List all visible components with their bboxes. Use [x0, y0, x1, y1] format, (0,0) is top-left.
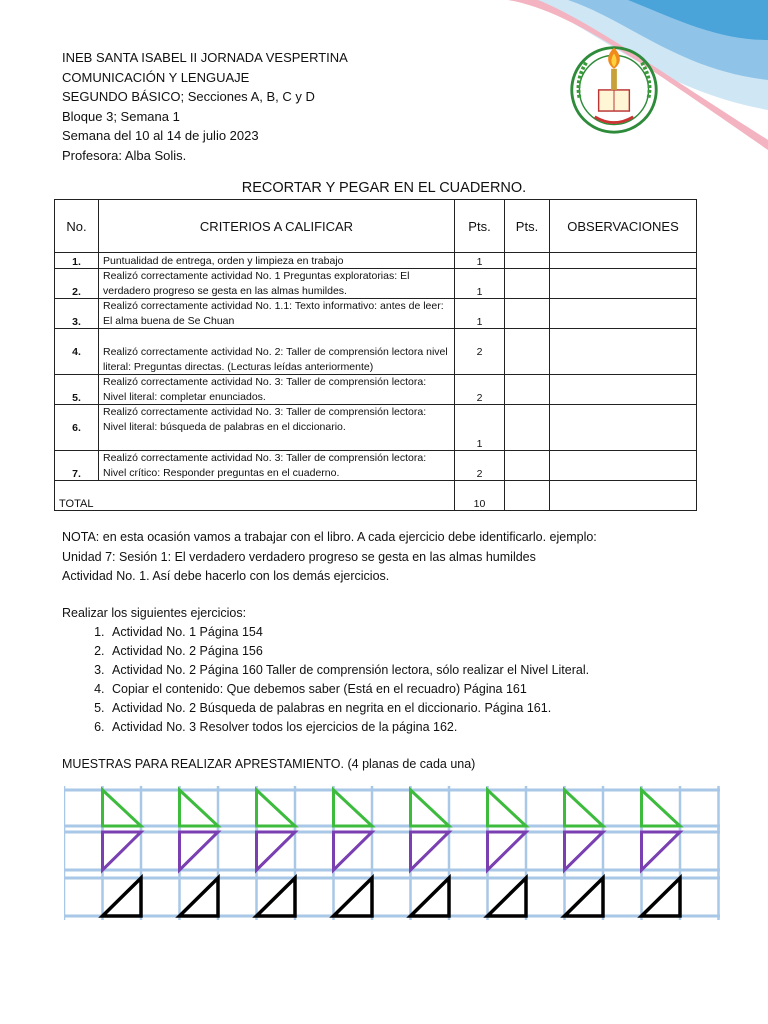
- total-points-obtained: [505, 481, 550, 511]
- practice-heading: MUESTRAS PARA REALIZAR APRESTAMIENTO. (4 planas de cada una): [62, 757, 476, 771]
- list-item: 1. Actividad No. 1 Página 154: [108, 623, 589, 642]
- header-pts-obtained: Pts.: [505, 200, 550, 253]
- row-points-obtained: [505, 269, 550, 299]
- purple-triangle: [411, 832, 450, 870]
- row-points-obtained: [505, 375, 550, 405]
- row-points-obtained: [505, 451, 550, 481]
- purple-triangle: [257, 832, 296, 870]
- list-item: 6. Actividad No. 3 Resolver todos los ejercicios de la página 162.: [108, 718, 589, 737]
- row-points: 1: [455, 269, 505, 299]
- header-no: No.: [55, 200, 99, 253]
- green-triangle: [411, 790, 450, 826]
- row-observations: [550, 269, 697, 299]
- header-pts: Pts.: [455, 200, 505, 253]
- row-criteria: Realizó correctamente actividad No. 3: Taller de comprensión lectora: Nivel literal: completar enunciados.: [99, 375, 455, 405]
- row-points: 1: [455, 405, 505, 451]
- header-criteria: CRITERIOS A CALIFICAR: [99, 200, 455, 253]
- page-title: RECORTAR Y PEGAR EN EL CUADERNO.: [241, 180, 527, 196]
- total-label: TOTAL: [55, 481, 455, 511]
- row-observations: [550, 329, 697, 375]
- row-observations: [550, 299, 697, 329]
- table-row: [55, 375, 697, 405]
- row-points-obtained: [505, 253, 550, 269]
- note-line: Unidad 7: Sesión 1: El verdadero verdadero progreso se gesta en las almas humildes: [62, 549, 536, 564]
- row-number: 5.: [55, 375, 99, 405]
- black-triangle: [180, 878, 219, 916]
- row-criteria: Realizó correctamente actividad No. 1.1: Texto informativo: antes de leer: El alma buena de Se Chuan: [99, 299, 455, 329]
- black-triangle: [257, 878, 296, 916]
- row-points: 1: [455, 253, 505, 269]
- total-points: 10: [455, 481, 505, 511]
- row-criteria: Realizó correctamente actividad No. 1 Preguntas exploratorias: El verdadero progreso se gesta en las almas humildes.: [99, 269, 455, 299]
- row-number: 4.: [55, 329, 99, 375]
- row-criteria: Realizó correctamente actividad No. 3: Taller de comprensión lectora: Nivel crítico: Responder preguntas en el cuaderno.: [99, 451, 455, 481]
- row-number: 6.: [55, 405, 99, 451]
- row-criteria: Puntualidad de entrega, orden y limpieza en trabajo: [99, 253, 455, 269]
- table-row: [55, 269, 697, 299]
- practice-grid: [64, 786, 720, 922]
- row-criteria: Realizó correctamente actividad No. 2: Taller de comprensión lectora nivel literal: Preguntas directas. (Lecturas leídas anteriormente): [99, 329, 455, 375]
- black-triangle: [565, 878, 604, 916]
- row-number: 3.: [55, 299, 99, 329]
- row-points-obtained: [505, 329, 550, 375]
- green-triangle: [180, 790, 219, 826]
- green-triangle: [257, 790, 296, 826]
- block-week: Bloque 3; Semana 1: [62, 108, 180, 124]
- instructions-list: [62, 623, 589, 737]
- row-number: 1.: [55, 253, 99, 269]
- table-row: [55, 405, 697, 451]
- row-observations: [550, 405, 697, 451]
- row-points: 2: [455, 375, 505, 405]
- list-item: 2. Actividad No. 2 Página 156: [108, 642, 589, 661]
- black-triangle: [642, 878, 681, 916]
- purple-triangle: [103, 832, 142, 870]
- week-dates: Semana del 10 al 14 de julio 2023: [62, 128, 259, 143]
- table-row: [55, 329, 697, 375]
- black-triangle: [103, 878, 142, 916]
- subject-name: COMUNICACIÓN Y LENGUAJE: [62, 69, 250, 85]
- row-observations: [550, 375, 697, 405]
- note-line: NOTA: en esta ocasión vamos a trabajar con el libro. A cada ejercicio debe identificarlo. ejemplo:: [62, 530, 597, 544]
- black-triangle: [411, 878, 450, 916]
- row-points: 1: [455, 299, 505, 329]
- grade-sections: SEGUNDO BÁSICO; Secciones A, B, C y D: [62, 89, 315, 104]
- table-row: [55, 299, 697, 329]
- instructions-heading: Realizar los siguientes ejercicios:: [62, 606, 247, 620]
- purple-triangle: [565, 832, 604, 870]
- list-item: 3. Actividad No. 2 Página 160 Taller de comprensión lectora, sólo realizar el Nivel Literal.: [108, 661, 589, 680]
- green-triangle: [334, 790, 373, 826]
- row-observations: [550, 253, 697, 269]
- row-observations: [550, 451, 697, 481]
- purple-triangle: [642, 832, 681, 870]
- row-points-obtained: [505, 405, 550, 451]
- black-triangle: [334, 878, 373, 916]
- green-triangle: [565, 790, 604, 826]
- row-points-obtained: [505, 299, 550, 329]
- document-header: [62, 48, 348, 165]
- school-name: INEB SANTA ISABEL II JORNADA VESPERTINA: [62, 50, 348, 65]
- table-total-row: [55, 481, 697, 511]
- green-triangle: [642, 790, 681, 826]
- criteria-table: [54, 199, 697, 511]
- header-observations: OBSERVACIONES: [550, 200, 697, 253]
- table-row: [55, 451, 697, 481]
- instructions-block: [62, 604, 589, 737]
- total-observations: [550, 481, 697, 511]
- purple-triangle: [488, 832, 527, 870]
- row-points: 2: [455, 329, 505, 375]
- row-number: 7.: [55, 451, 99, 481]
- purple-triangle: [334, 832, 373, 870]
- green-triangle: [488, 790, 527, 826]
- table-row: [55, 253, 697, 269]
- table-header-row: [55, 200, 697, 253]
- purple-triangle: [180, 832, 219, 870]
- green-triangle: [103, 790, 142, 826]
- note-line: Actividad No. 1. Así debe hacerlo con los demás ejercicios.: [62, 569, 390, 583]
- teacher-name: Profesora: Alba Solis.: [62, 147, 187, 163]
- row-number: 2.: [55, 269, 99, 299]
- list-item: 4. Copiar el contenido: Que debemos saber (Está en el recuadro) Página 161: [108, 680, 589, 699]
- row-points: 2: [455, 451, 505, 481]
- list-item: 5. Actividad No. 2 Búsqueda de palabras en negrita en el diccionario. Página 161.: [108, 699, 589, 718]
- black-triangle: [488, 878, 527, 916]
- note-block: [62, 528, 597, 587]
- school-seal-logo: [566, 40, 662, 136]
- row-criteria: Realizó correctamente actividad No. 3: Taller de comprensión lectora: Nivel literal: búsqueda de palabras en el diccionario.: [99, 405, 455, 451]
